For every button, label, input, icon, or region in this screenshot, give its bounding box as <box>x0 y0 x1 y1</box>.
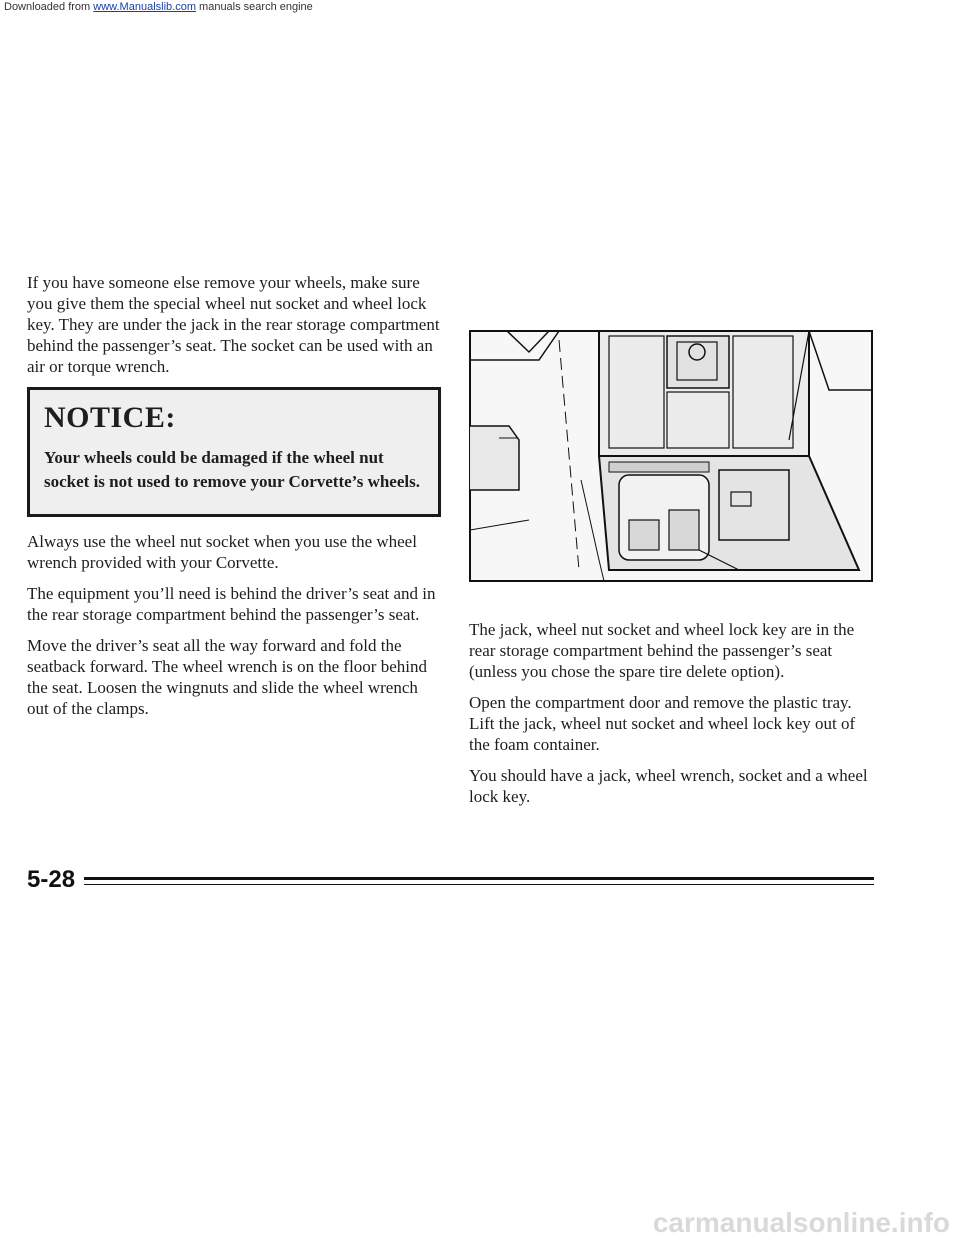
banner-prefix: Downloaded from <box>4 1 94 13</box>
notice-heading: NOTICE: <box>44 401 176 434</box>
paragraph-socket-use: Always use the wheel nut socket when you use the wheel wrench provided with your Corvette. <box>27 532 417 572</box>
paragraph-jack-location: The jack, wheel nut socket and wheel lock key are in the rear storage compartment behind the passenger’s seat (unless you chose the spare tire delete option). <box>469 620 855 681</box>
paragraph-wheel-wrench: Move the driver’s seat all the way forward and fold the seatback forward. The wheel wrench is on the floor behind the seat. Loosen the wingnuts and slide the wheel wrench out of the clamps. <box>27 636 427 718</box>
notice-body: Your wheels could be damaged if the wheel nut socket is not used to remove your Corvette’s wheels. <box>44 448 420 491</box>
right-column <box>469 619 879 817</box>
manualslib-link[interactable]: www.Manualslib.com <box>93 1 196 13</box>
paragraph-equipment-location: The equipment you’ll need is behind the driver’s seat and in the rear storage compartment behind the passenger’s seat. <box>27 584 436 624</box>
footer-rule-thin <box>84 884 874 885</box>
intro-paragraph: If you have someone else remove your wheels, make sure you give them the special wheel nut socket and wheel lock key. They are under the jack in the rear storage compartment behind the passenger’s seat. The socket can be used with an air or torque wrench. <box>27 273 440 376</box>
paragraph-remove-tray: Open the compartment door and remove the plastic tray. Lift the jack, wheel nut socket and wheel lock key out of the foam container. <box>469 693 856 754</box>
watermark-logo: carmanualsonline.info <box>652 1207 950 1238</box>
banner-suffix: manuals search engine <box>195 1 313 13</box>
left-column <box>27 272 442 729</box>
footer-rule <box>84 877 874 880</box>
notice-box <box>27 387 441 517</box>
page-number: 5-28 <box>27 866 76 893</box>
download-banner <box>0 0 960 18</box>
storage-compartment-illustration <box>469 330 873 582</box>
paragraph-tool-checklist: You should have a jack, wheel wrench, socket and a wheel lock key. <box>469 766 868 806</box>
